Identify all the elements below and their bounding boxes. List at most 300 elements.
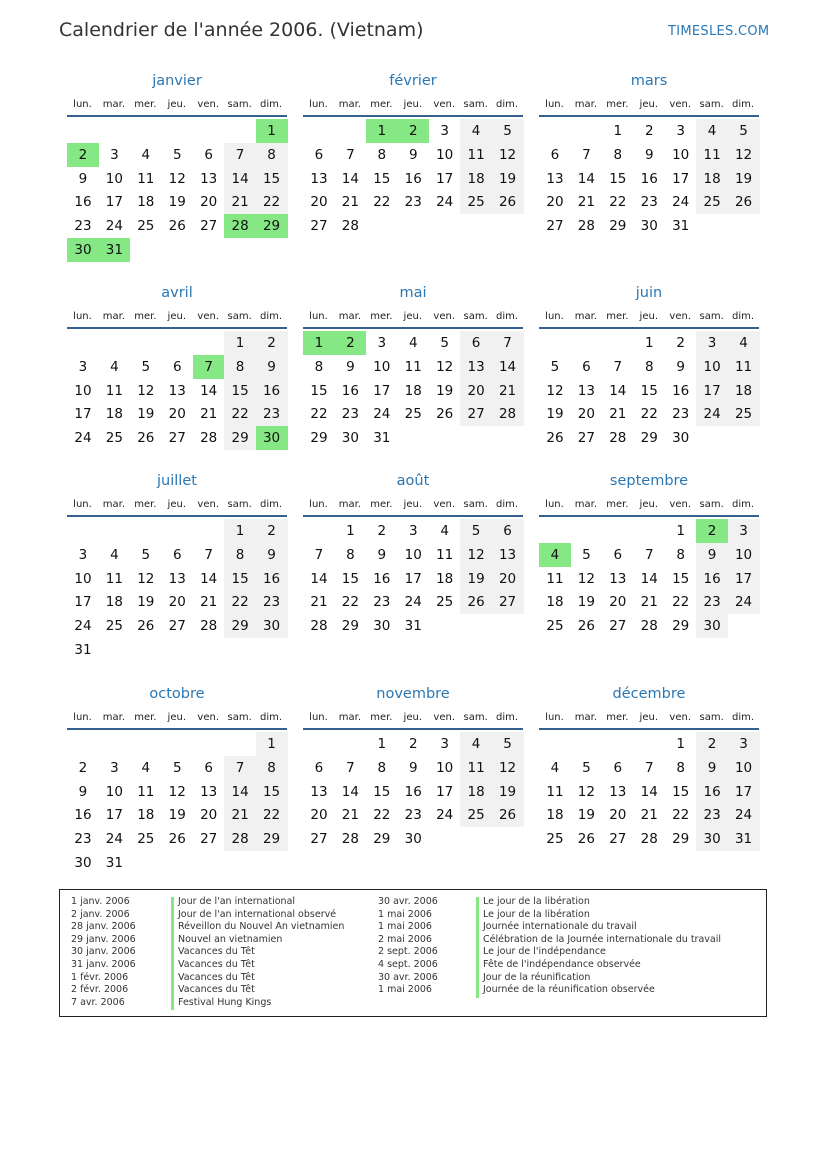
day-cell: 12 bbox=[577, 570, 595, 587]
day-cell: 25 bbox=[105, 430, 123, 447]
day-cell: 12 bbox=[492, 756, 524, 780]
weekday-header bbox=[303, 499, 523, 513]
legend-date: 31 janv. 2006 bbox=[71, 959, 136, 970]
weekday-label: mar. bbox=[102, 712, 126, 723]
day-cell: 10 bbox=[436, 759, 454, 776]
day-cell: 29 bbox=[310, 430, 328, 447]
day-cell: 15 bbox=[224, 379, 256, 403]
legend-holiday-name: Jour de l'an international bbox=[178, 896, 296, 907]
day-cell: 3 bbox=[676, 123, 685, 139]
day-cell: 26 bbox=[728, 190, 760, 214]
day-cell: 19 bbox=[546, 406, 564, 423]
day-cell: 26 bbox=[137, 430, 155, 447]
day-cell: 24 bbox=[728, 803, 760, 827]
weekday-label: mar. bbox=[338, 99, 362, 110]
holiday-day-cell: 7 bbox=[193, 355, 225, 379]
day-cell: 23 bbox=[404, 807, 422, 824]
day-cell: 6 bbox=[492, 519, 524, 543]
weekday-label: mar. bbox=[574, 499, 598, 510]
day-cell: 16 bbox=[640, 170, 658, 187]
weekday-header bbox=[67, 99, 287, 113]
day-cell: 6 bbox=[582, 358, 591, 375]
day-cell: 9 bbox=[78, 170, 88, 187]
weekday-header bbox=[539, 499, 759, 513]
legend-date: 30 avr. 2006 bbox=[378, 896, 438, 907]
day-cell: 18 bbox=[404, 382, 422, 399]
legend-holiday-name: Vacances du Têt bbox=[178, 971, 255, 983]
day-cell: 23 bbox=[640, 194, 658, 211]
day-cell: 26 bbox=[436, 406, 454, 423]
weekday-label: mer. bbox=[134, 99, 157, 110]
day-cell: 14 bbox=[492, 355, 524, 379]
day-cell: 26 bbox=[460, 590, 492, 614]
day-cell: 3 bbox=[78, 358, 88, 375]
day-cell: 7 bbox=[644, 546, 654, 563]
day-cell: 12 bbox=[168, 170, 186, 187]
weekday-label: mer. bbox=[370, 99, 393, 110]
day-cell: 13 bbox=[310, 783, 328, 800]
weekday-label: dim. bbox=[496, 311, 519, 322]
day-cell: 13 bbox=[460, 355, 492, 379]
day-cell: 16 bbox=[696, 780, 728, 804]
day-cell: 7 bbox=[224, 143, 256, 167]
day-cell: 20 bbox=[546, 194, 564, 211]
day-cell: 14 bbox=[640, 570, 658, 587]
day-cell: 8 bbox=[224, 355, 256, 379]
weekday-label: jeu. bbox=[639, 499, 658, 510]
day-cell: 4 bbox=[141, 146, 151, 163]
weekday-label: ven. bbox=[669, 712, 692, 723]
brand-link[interactable]: TIMESLES.COM bbox=[668, 24, 770, 39]
day-cell: 27 bbox=[577, 430, 595, 447]
day-cell: 18 bbox=[436, 570, 454, 587]
day-cell: 13 bbox=[200, 170, 218, 187]
weekday-header bbox=[303, 311, 523, 325]
weekday-header bbox=[539, 712, 759, 726]
weekday-header bbox=[67, 712, 287, 726]
weekday-label: dim. bbox=[732, 311, 755, 322]
legend-date: 30 avr. 2006 bbox=[378, 971, 438, 983]
header-divider bbox=[67, 515, 287, 517]
legend-date: 1 janv. 2006 bbox=[71, 896, 130, 907]
day-cell: 17 bbox=[74, 594, 92, 611]
day-cell: 30 bbox=[696, 827, 728, 851]
holiday-day-cell: 31 bbox=[98, 238, 130, 262]
day-cell: 28 bbox=[224, 827, 256, 851]
legend-date: 4 sept. 2006 bbox=[378, 959, 438, 970]
day-cell: 8 bbox=[346, 546, 355, 563]
day-cell: 1 bbox=[346, 523, 355, 539]
day-cell: 25 bbox=[105, 618, 123, 635]
day-cell: 18 bbox=[728, 379, 760, 403]
day-cell: 5 bbox=[141, 358, 151, 375]
day-cell: 28 bbox=[200, 618, 218, 635]
day-cell: 14 bbox=[609, 382, 627, 399]
weekday-label: mer. bbox=[370, 311, 393, 322]
weekday-header bbox=[303, 99, 523, 113]
day-cell: 3 bbox=[440, 736, 449, 752]
day-cell: 21 bbox=[310, 594, 328, 611]
day-cell: 17 bbox=[436, 170, 454, 187]
month-name: septembre bbox=[609, 473, 689, 489]
day-cell: 19 bbox=[436, 382, 454, 399]
weekday-label: mar. bbox=[338, 712, 362, 723]
day-cell: 12 bbox=[728, 143, 760, 167]
day-cell: 18 bbox=[105, 406, 123, 423]
day-cell: 24 bbox=[696, 402, 728, 426]
day-cell: 19 bbox=[168, 807, 186, 824]
day-cell: 15 bbox=[224, 567, 256, 591]
day-cell: 25 bbox=[137, 831, 155, 848]
day-cell: 29 bbox=[224, 614, 256, 638]
day-cell: 30 bbox=[640, 218, 658, 235]
day-cell: 25 bbox=[546, 618, 564, 635]
day-cell: 22 bbox=[341, 594, 359, 611]
day-cell: 19 bbox=[577, 594, 595, 611]
day-cell: 28 bbox=[577, 218, 595, 235]
weekday-label: ven. bbox=[197, 499, 220, 510]
legend-date: 1 mai 2006 bbox=[378, 921, 432, 933]
day-cell: 29 bbox=[609, 218, 627, 235]
header-divider bbox=[303, 728, 523, 730]
day-cell: 4 bbox=[110, 546, 119, 563]
day-cell: 10 bbox=[728, 543, 760, 567]
day-cell: 22 bbox=[672, 594, 690, 611]
day-cell: 23 bbox=[672, 406, 690, 423]
holiday-day-cell: 30 bbox=[67, 238, 99, 262]
day-cell: 22 bbox=[256, 190, 288, 214]
weekday-label: jeu. bbox=[639, 99, 658, 110]
day-cell: 20 bbox=[200, 194, 218, 211]
day-cell: 11 bbox=[546, 570, 564, 587]
holiday-legend bbox=[59, 889, 767, 1017]
day-cell: 16 bbox=[74, 807, 92, 824]
day-cell: 30 bbox=[404, 831, 422, 848]
weekday-label: ven. bbox=[433, 311, 456, 322]
day-cell: 2 bbox=[696, 732, 728, 756]
day-cell: 11 bbox=[436, 546, 454, 563]
day-cell: 5 bbox=[172, 759, 182, 776]
weekday-label: mar. bbox=[574, 99, 598, 110]
header-divider bbox=[67, 728, 287, 730]
day-cell: 30 bbox=[696, 614, 728, 638]
weekday-label: mer. bbox=[134, 311, 157, 322]
weekday-header bbox=[67, 499, 287, 513]
day-cell: 28 bbox=[609, 430, 627, 447]
day-cell: 7 bbox=[644, 759, 654, 776]
legend-bar bbox=[476, 897, 479, 998]
weekday-label: lun. bbox=[309, 311, 328, 322]
day-cell: 1 bbox=[676, 523, 685, 539]
day-cell: 13 bbox=[168, 382, 186, 399]
legend-date: 1 févr. 2006 bbox=[71, 971, 129, 983]
day-cell: 18 bbox=[546, 594, 564, 611]
day-cell: 21 bbox=[640, 594, 658, 611]
day-cell: 9 bbox=[408, 759, 418, 776]
day-cell: 14 bbox=[341, 783, 359, 800]
day-cell: 17 bbox=[728, 567, 760, 591]
weekday-label: ven. bbox=[197, 712, 220, 723]
day-cell: 3 bbox=[728, 732, 760, 756]
legend-bar bbox=[171, 897, 174, 1010]
day-cell: 19 bbox=[168, 194, 186, 211]
day-cell: 17 bbox=[373, 382, 391, 399]
day-cell: 19 bbox=[460, 567, 492, 591]
day-cell: 27 bbox=[168, 618, 186, 635]
weekday-label: jeu. bbox=[403, 712, 422, 723]
weekday-label: lun. bbox=[545, 499, 564, 510]
weekday-label: mer. bbox=[370, 712, 393, 723]
holiday-day-cell: 2 bbox=[397, 119, 429, 143]
day-cell: 16 bbox=[256, 379, 288, 403]
day-cell: 18 bbox=[546, 807, 564, 824]
day-cell: 31 bbox=[728, 827, 760, 851]
weekday-label: mer. bbox=[606, 499, 629, 510]
day-cell: 13 bbox=[577, 382, 595, 399]
weekday-label: dim. bbox=[732, 499, 755, 510]
header-divider bbox=[539, 728, 759, 730]
day-cell: 19 bbox=[492, 167, 524, 191]
day-cell: 7 bbox=[346, 146, 355, 163]
day-cell: 23 bbox=[341, 406, 359, 423]
weekday-label: jeu. bbox=[167, 99, 186, 110]
weekday-label: ven. bbox=[669, 311, 692, 322]
day-cell: 6 bbox=[314, 146, 324, 163]
weekday-label: sam. bbox=[699, 499, 724, 510]
day-cell: 7 bbox=[224, 756, 256, 780]
month-name: décembre bbox=[612, 686, 686, 702]
weekday-label: lun. bbox=[309, 99, 328, 110]
day-cell: 4 bbox=[696, 119, 728, 143]
day-cell: 30 bbox=[74, 855, 92, 871]
header-divider bbox=[303, 115, 523, 117]
day-cell: 13 bbox=[492, 543, 524, 567]
day-cell: 18 bbox=[460, 167, 492, 191]
day-cell: 11 bbox=[728, 355, 760, 379]
weekday-label: mer. bbox=[370, 499, 393, 510]
day-cell: 17 bbox=[436, 783, 454, 800]
holiday-day-cell: 2 bbox=[334, 331, 366, 355]
header-divider bbox=[539, 515, 759, 517]
month-name: janvier bbox=[152, 73, 202, 89]
day-cell: 20 bbox=[168, 594, 186, 611]
holiday-day-cell: 30 bbox=[256, 426, 288, 450]
header-divider bbox=[67, 327, 287, 329]
day-cell: 24 bbox=[436, 807, 454, 824]
day-cell: 31 bbox=[672, 218, 690, 235]
day-cell: 11 bbox=[546, 783, 564, 800]
day-cell: 14 bbox=[200, 570, 218, 587]
day-cell: 8 bbox=[377, 146, 387, 163]
legend-date: 1 mai 2006 bbox=[378, 984, 432, 996]
weekday-label: mar. bbox=[102, 311, 126, 322]
day-cell: 29 bbox=[373, 831, 391, 848]
day-cell: 3 bbox=[377, 335, 387, 351]
day-cell: 1 bbox=[676, 736, 685, 752]
day-cell: 28 bbox=[341, 831, 359, 848]
legend-date: 2 mai 2006 bbox=[378, 933, 432, 945]
day-cell: 9 bbox=[377, 546, 387, 563]
day-cell: 24 bbox=[74, 618, 92, 635]
day-cell: 15 bbox=[256, 167, 288, 191]
day-cell: 4 bbox=[460, 119, 492, 143]
legend-holiday-name: Journée de la réunification observée bbox=[483, 984, 655, 996]
header-divider bbox=[539, 115, 759, 117]
month-name: février bbox=[389, 73, 437, 89]
day-cell: 7 bbox=[346, 759, 355, 776]
weekday-label: dim. bbox=[732, 712, 755, 723]
day-cell: 16 bbox=[373, 570, 391, 587]
header-divider bbox=[67, 115, 287, 117]
day-cell: 23 bbox=[404, 194, 422, 211]
day-cell: 3 bbox=[110, 146, 119, 163]
day-cell: 16 bbox=[672, 382, 690, 399]
day-cell: 24 bbox=[105, 831, 123, 848]
weekday-label: dim. bbox=[732, 99, 755, 110]
weekday-label: sam. bbox=[463, 712, 488, 723]
day-cell: 15 bbox=[341, 570, 359, 587]
day-cell: 29 bbox=[224, 426, 256, 450]
day-cell: 30 bbox=[373, 618, 391, 635]
day-cell: 23 bbox=[696, 590, 728, 614]
day-cell: 20 bbox=[310, 194, 328, 211]
day-cell: 24 bbox=[728, 590, 760, 614]
day-cell: 5 bbox=[728, 119, 760, 143]
weekday-label: lun. bbox=[309, 712, 328, 723]
day-cell: 12 bbox=[137, 570, 155, 587]
holiday-day-cell: 1 bbox=[366, 119, 398, 143]
day-cell: 24 bbox=[105, 218, 123, 235]
weekday-label: sam. bbox=[699, 712, 724, 723]
weekday-label: jeu. bbox=[403, 311, 422, 322]
weekday-label: jeu. bbox=[639, 311, 658, 322]
day-cell: 23 bbox=[373, 594, 391, 611]
weekday-label: lun. bbox=[73, 712, 92, 723]
day-cell: 10 bbox=[728, 756, 760, 780]
weekday-label: mar. bbox=[574, 712, 598, 723]
day-cell: 26 bbox=[577, 618, 595, 635]
legend-holiday-name: Jour de la réunification bbox=[483, 971, 591, 983]
day-cell: 11 bbox=[105, 382, 123, 399]
day-cell: 27 bbox=[310, 218, 328, 235]
legend-holiday-name: Le jour de la libération bbox=[483, 896, 590, 907]
day-cell: 12 bbox=[137, 382, 155, 399]
day-cell: 3 bbox=[110, 759, 119, 776]
day-cell: 14 bbox=[224, 167, 256, 191]
legend-date: 2 févr. 2006 bbox=[71, 984, 129, 996]
day-cell: 9 bbox=[256, 355, 288, 379]
day-cell: 25 bbox=[696, 190, 728, 214]
day-cell: 14 bbox=[200, 382, 218, 399]
day-cell: 6 bbox=[613, 759, 623, 776]
day-cell: 26 bbox=[546, 430, 564, 447]
day-cell: 3 bbox=[78, 546, 88, 563]
day-cell: 23 bbox=[74, 218, 92, 235]
day-cell: 4 bbox=[550, 759, 560, 776]
day-cell: 12 bbox=[168, 783, 186, 800]
weekday-label: mar. bbox=[574, 311, 598, 322]
day-cell: 18 bbox=[105, 594, 123, 611]
day-cell: 6 bbox=[204, 146, 213, 163]
day-cell: 12 bbox=[460, 543, 492, 567]
day-cell: 4 bbox=[110, 358, 119, 375]
holiday-day-cell: 29 bbox=[256, 214, 288, 238]
day-cell: 5 bbox=[550, 358, 560, 375]
day-cell: 15 bbox=[640, 382, 658, 399]
day-cell: 1 bbox=[644, 335, 654, 351]
weekday-label: dim. bbox=[496, 99, 519, 110]
day-cell: 2 bbox=[78, 759, 88, 776]
day-cell: 5 bbox=[460, 519, 492, 543]
weekday-header bbox=[303, 712, 523, 726]
day-cell: 13 bbox=[546, 170, 564, 187]
day-cell: 16 bbox=[341, 382, 359, 399]
day-cell: 6 bbox=[460, 331, 492, 355]
weekday-label: mer. bbox=[606, 99, 629, 110]
weekday-label: dim. bbox=[260, 99, 283, 110]
day-cell: 13 bbox=[168, 570, 186, 587]
day-cell: 11 bbox=[105, 570, 123, 587]
day-cell: 20 bbox=[609, 807, 627, 824]
day-cell: 8 bbox=[377, 759, 387, 776]
day-cell: 24 bbox=[404, 594, 422, 611]
day-cell: 8 bbox=[224, 543, 256, 567]
day-cell: 29 bbox=[256, 827, 288, 851]
weekday-label: ven. bbox=[669, 99, 692, 110]
day-cell: 2 bbox=[408, 736, 418, 752]
day-cell: 30 bbox=[256, 614, 288, 638]
day-cell: 31 bbox=[404, 618, 422, 635]
day-cell: 18 bbox=[137, 807, 155, 824]
month-name: mars bbox=[630, 73, 668, 89]
day-cell: 16 bbox=[696, 567, 728, 591]
month-name: août bbox=[396, 473, 430, 489]
day-cell: 4 bbox=[728, 331, 760, 355]
day-cell: 30 bbox=[672, 430, 690, 447]
legend-holiday-name: Festival Hung Kings bbox=[178, 996, 272, 1008]
day-cell: 21 bbox=[224, 190, 256, 214]
day-cell: 4 bbox=[460, 732, 492, 756]
day-cell: 22 bbox=[373, 807, 391, 824]
day-cell: 7 bbox=[314, 546, 324, 563]
day-cell: 13 bbox=[200, 783, 218, 800]
day-cell: 29 bbox=[672, 618, 690, 635]
day-cell: 10 bbox=[74, 382, 92, 399]
day-cell: 27 bbox=[200, 218, 218, 235]
weekday-label: jeu. bbox=[167, 712, 186, 723]
day-cell: 16 bbox=[404, 170, 422, 187]
day-cell: 27 bbox=[609, 618, 627, 635]
day-cell: 2 bbox=[377, 523, 387, 539]
holiday-day-cell: 4 bbox=[539, 543, 571, 567]
day-cell: 24 bbox=[436, 194, 454, 211]
day-cell: 26 bbox=[492, 803, 524, 827]
day-cell: 3 bbox=[440, 123, 449, 139]
day-cell: 19 bbox=[137, 594, 155, 611]
header-divider bbox=[303, 515, 523, 517]
day-cell: 22 bbox=[373, 194, 391, 211]
weekday-header bbox=[539, 311, 759, 325]
day-cell: 27 bbox=[492, 590, 524, 614]
day-cell: 14 bbox=[640, 783, 658, 800]
day-cell: 15 bbox=[672, 783, 690, 800]
day-cell: 15 bbox=[256, 780, 288, 804]
day-cell: 7 bbox=[492, 331, 524, 355]
day-cell: 20 bbox=[460, 379, 492, 403]
legend-date: 2 sept. 2006 bbox=[378, 946, 438, 958]
day-cell: 17 bbox=[672, 170, 690, 187]
day-cell: 10 bbox=[373, 358, 391, 375]
